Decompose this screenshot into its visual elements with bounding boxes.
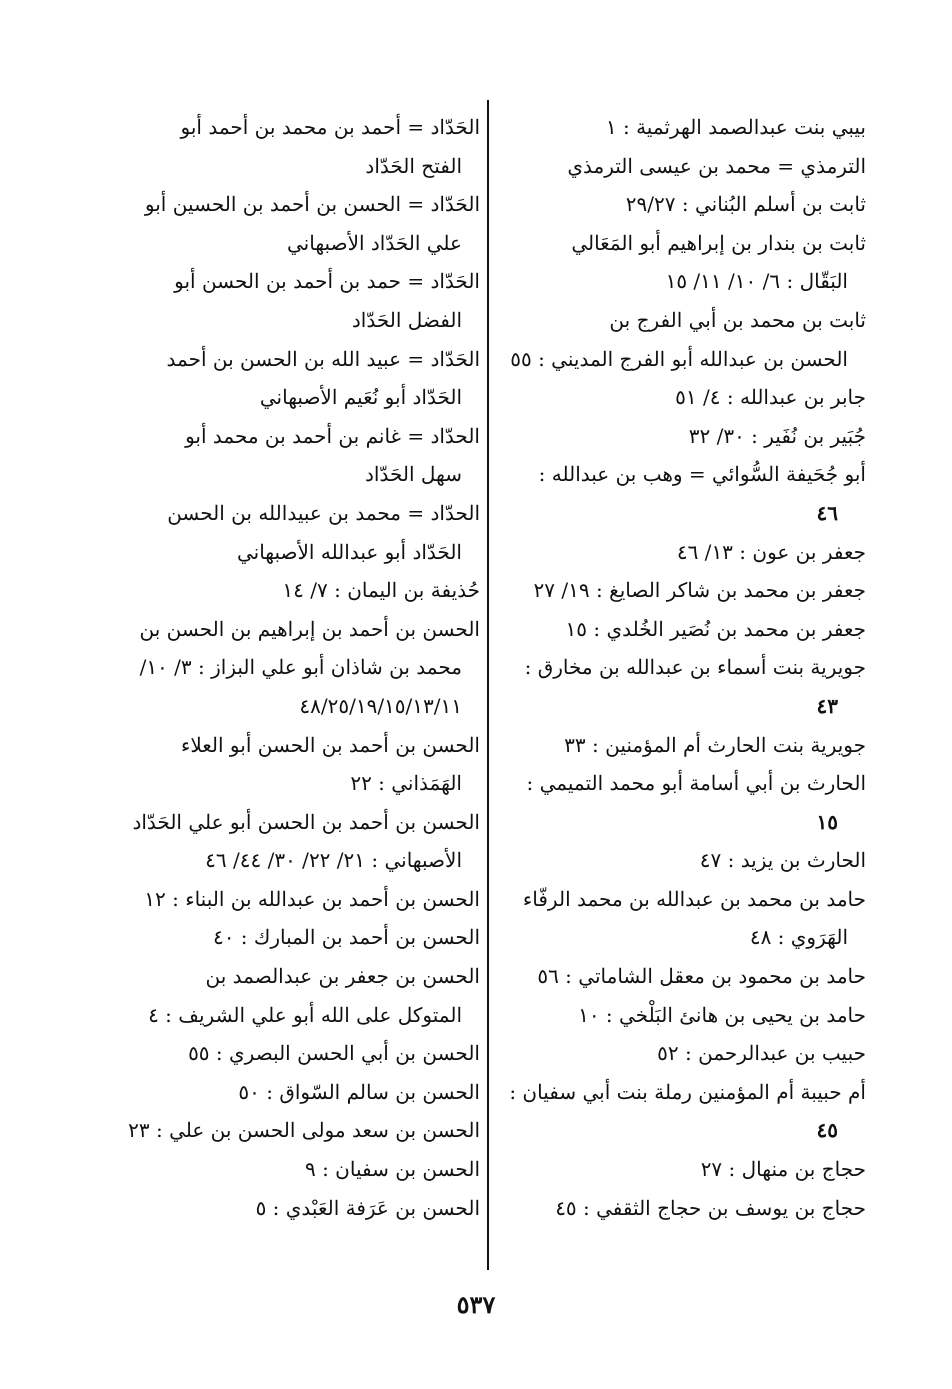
index-entry: الحَدّاد = الحسن بن أحمد بن الحسين أبو — [144, 192, 480, 217]
right-column — [500, 108, 866, 1227]
index-entry: الحارث بن يزيد : ٤٧ — [699, 848, 866, 873]
index-entry: جعفر بن محمد بن نُصَير الخُلدي : ١٥ — [565, 616, 866, 641]
index-entry-page-ref: ٤٥ — [816, 1118, 838, 1143]
index-entry: حامد بن يحيى بن هانئ البَلْخي : ١٠ — [578, 1002, 866, 1027]
index-entry: جعفر بن عون : ١٣/ ٤٦ — [676, 539, 866, 564]
index-entry: الحسن بن أحمد بن عبدالله بن البناء : ١٢ — [144, 886, 480, 911]
index-entry-page-ref: ٤٣ — [816, 693, 838, 718]
index-entry-continuation: محمد بن شاذان أبو علي البزاز : ٣/ ١٠/ — [139, 655, 462, 680]
index-entry-continuation: علي الحَدّاد الأصبهاني — [287, 230, 462, 255]
index-entry: الحدّاد = غانم بن أحمد بن محمد أبو — [185, 423, 480, 448]
index-entry: الحسن بن سالم السّواق : ٥٠ — [238, 1079, 480, 1104]
index-entry-page-ref: ١٥ — [816, 809, 838, 834]
page-number: ٥٣٧ — [456, 1290, 496, 1319]
index-entry: ثابت بن محمد بن أبي الفرج بن — [609, 307, 866, 332]
index-entry: الحسن بن أحمد بن الحسن أبو علي الحَدّاد — [132, 809, 480, 834]
index-entry: جُبَير بن نُفَير : ٣٠/ ٣٢ — [688, 423, 866, 448]
index-entry: الحَدّاد = أحمد بن محمد بن أحمد أبو — [180, 115, 480, 139]
index-entry: حُذيفة بن اليمان : ٧/ ١٤ — [282, 578, 480, 603]
index-entry: حامد بن محمد بن عبدالله بن محمد الرفّاء — [522, 886, 866, 911]
index-entry: الحَدّاد = عبيد الله بن الحسن بن أحمد — [166, 346, 480, 371]
index-entry-continuation: البَقّال : ٦/ ١٠/ ١١/ ١٥ — [665, 269, 848, 294]
index-entry-continuation: الفضل الحَدّاد — [351, 307, 462, 332]
index-entry: حامد بن محمود بن معقل الشاماتي : ٥٦ — [537, 964, 866, 989]
index-entry-continuation: الحسن بن عبدالله أبو الفرج المديني : ٥٥ — [510, 346, 848, 371]
index-entry: ثابت بن بندار بن إبراهيم أبو المَعَالي — [571, 230, 866, 255]
index-entry: ثابت بن أسلم البُناني : ٢٩/٢٧ — [625, 192, 866, 217]
index-entry-continuation: المتوكل على الله أبو علي الشريف : ٤ — [148, 1002, 462, 1027]
index-entry: جويرية بنت أسماء بن عبدالله بن مخارق : — [524, 655, 866, 680]
index-entry-page-ref: ٤٦ — [816, 500, 838, 525]
index-entry-continuation: الهَمَذاني : ٢٢ — [350, 771, 462, 796]
index-entry: أبو جُحَيفة السُّوائي = وهب بن عبدالله : — [538, 462, 866, 487]
index-entry: الحسن بن أحمد بن المبارك : ٤٠ — [212, 925, 480, 950]
index-entry: الحَدّاد = حمد بن أحمد بن الحسن أبو — [174, 269, 480, 294]
left-column — [110, 108, 480, 1227]
index-entry: الحسن بن جعفر بن عبدالصمد بن — [205, 964, 480, 989]
index-entry: حجاج بن يوسف بن حجاج الثقفي : ٤٥ — [555, 1195, 866, 1220]
index-entry: الحسن بن عَرَفة العَبْدي : ٥ — [255, 1195, 480, 1220]
index-entry-continuation: الهَرَوي : ٤٨ — [749, 925, 848, 950]
index-entry: الحسن بن سفيان : ٩ — [304, 1157, 480, 1182]
index-entry: أم حبيبة أم المؤمنين رملة بنت أبي سفيان : — [509, 1079, 866, 1104]
index-entry: بيبي بنت عبدالصمد الهرثمية : ١ — [605, 115, 866, 139]
index-entry: الحدّاد = محمد بن عبيدالله بن الحسن — [167, 500, 480, 525]
index-entry: حبيب بن عبدالرحمن : ٥٢ — [657, 1041, 866, 1066]
index-entry-continuation: الأصبهاني : ٢١/ ٢٢/ ٣٠/ ٤٤/ ٤٦ — [205, 848, 462, 873]
index-entry: الحسن بن أبي الحسن البصري : ٥٥ — [188, 1041, 480, 1066]
index-entry: الحارث بن أبي أسامة أبو محمد التميمي : — [526, 771, 866, 796]
index-entry: جويرية بنت الحارث أم المؤمنين : ٣٣ — [564, 732, 866, 757]
index-entry: الحسن بن أحمد بن الحسن أبو العلاء — [180, 732, 480, 757]
index-entry-continuation: الحَدّاد أبو نُعَيم الأصبهاني — [259, 385, 462, 410]
index-entry: الترمذي = محمد بن عيسى الترمذي — [567, 153, 866, 178]
index-entry-continuation: ٤٨/٢٥/١٩/١٥/١٣/١١ — [299, 693, 462, 718]
index-entry-continuation: الفتح الحَدّاد — [365, 153, 462, 178]
column-divider — [487, 100, 489, 1270]
index-entry-continuation: الحَدّاد أبو عبدالله الأصبهاني — [236, 539, 462, 564]
index-entry-continuation: سهل الحَدّاد — [364, 462, 462, 487]
index-entry: الحسن بن سعد مولى الحسن بن علي : ٢٣ — [128, 1118, 480, 1143]
index-entry: جابر بن عبدالله : ٤/ ٥١ — [675, 385, 866, 410]
index-entry: حجاج بن منهال : ٢٧ — [700, 1157, 866, 1182]
index-entry: الحسن بن أحمد بن إبراهيم بن الحسن بن — [139, 616, 480, 641]
index-entry: جعفر بن محمد بن شاكر الصايغ : ١٩/ ٢٧ — [533, 578, 866, 603]
